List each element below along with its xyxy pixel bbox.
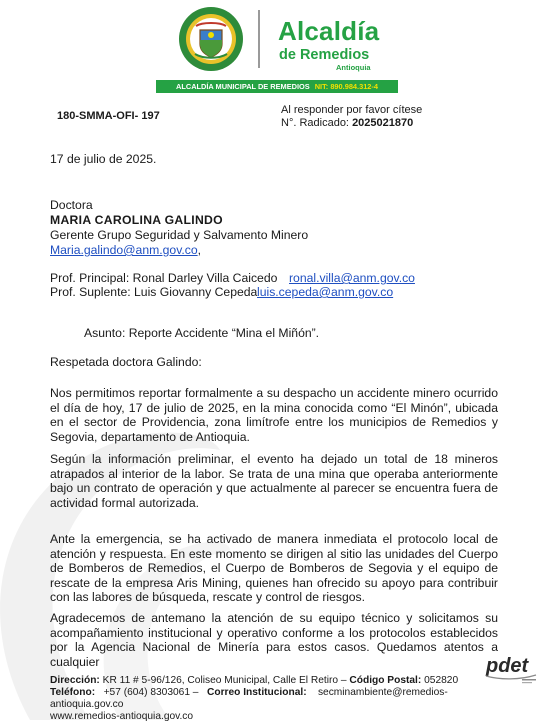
municipal-seal-logo — [178, 6, 244, 72]
letter-date: 17 de julio de 2025. — [50, 152, 157, 166]
footer-address-label: Dirección: — [50, 675, 100, 686]
pdet-logo — [482, 646, 540, 686]
radicado-label: N°. Radicado: — [281, 117, 349, 129]
recipient-email-link[interactable]: Maria.galindo@anm.gov.co — [50, 243, 198, 257]
header-banner — [156, 80, 398, 93]
brand-region: Antioquia — [336, 63, 371, 72]
footer-email-cont: antioquia.gov.co — [50, 699, 124, 710]
footer-address — [50, 675, 458, 687]
recipient-role: Gerente Grupo Seguridad y Salvamento Minero — [50, 228, 309, 242]
footer-email-label: Correo Institucional: — [206, 687, 307, 698]
prof-suplente-email-link[interactable]: luis.cepeda@anm.gov.co — [257, 285, 394, 299]
footer-phone — [50, 687, 448, 699]
body-paragraph: Nos permitimos reportar formalmente a su despacho un accidente minero ocurrido el día de hoy, 17 de julio de 2025, en la mina conocida como “El Minón”, ubicada en el sector de Providencia, zona limítrofe entre los municipios de Remedios y Segovia, departamento de Antioquia. — [50, 386, 498, 444]
radicado-line — [281, 117, 422, 130]
recipient-title: Doctora — [50, 198, 93, 212]
footer-email-value: secminambiente@remedios- — [317, 687, 448, 698]
banner-nit: NIT: 890.984.312-4 — [314, 82, 378, 91]
body-paragraph: Ante la emergencia, se ha activado de manera inmediata el protocolo local de atención y respuesta. En este momento se dirigen al sitio las unidades del Cuerpo de Bomberos de Remedios, el Cuerpo de Bomberos de Segovia y el equipo de rescate de la empresa Aris Mining, quienes han ofrecido su apoyo para contribuir con las labores de búsqueda, rescate y control de riesgos. — [50, 532, 498, 605]
letter-salutation: Respetada doctora Galindo: — [50, 355, 202, 369]
recipient-email-suffix: , — [197, 243, 202, 257]
recipient-email-line — [50, 243, 201, 258]
prof-principal-email-link[interactable]: ronal.villa@anm.gov.co — [289, 271, 415, 285]
footer-postal-value: 052820 — [424, 675, 459, 686]
reply-note — [281, 104, 422, 130]
prof-suplente: Prof. Suplente: Luis Giovanny Cepeda — [50, 285, 258, 299]
prof-principal: Prof. Principal: Ronal Darley Villa Caicedo — [50, 271, 278, 285]
brand-title: Alcaldía — [278, 16, 380, 46]
recipient-name: MARIA CAROLINA GALINDO — [50, 213, 223, 227]
body-paragraph: Según la información preliminar, el evento ha dejado un total de 18 mineros atrapados al interior de la labor. Se trata de una mina que operaba anteriormente bajo un contrato de operación y que actualmente al parecer se encuentra fuera de actividad formal autorizada. — [50, 452, 498, 510]
letter-subject: Asunto: Reporte Accidente “Mina el Miñón”. — [84, 326, 320, 340]
reply-note-text: Al responder por favor cítese — [281, 104, 423, 116]
banner-text: ALCALDÍA MUNICIPAL DE REMEDIOS — [176, 82, 310, 91]
footer-postal-label: Código Postal: — [349, 675, 422, 686]
brand-subtitle: de Remedios — [279, 47, 370, 63]
document-reference: 180-SMMA-OFI- 197 — [57, 110, 160, 122]
footer-address-value: KR 11 # 5-96/126, Coliseo Municipal, Calle El Retiro – — [102, 675, 347, 686]
body-paragraph: Agradecemos de antemano la atención de su equipo técnico y solicitamos su acompañamiento institucional y operativo conforme a los protocolos establecidos por la Agencia Nacional de Minería para estos casos. Quedamos atentos a cualquier — [50, 611, 498, 669]
footer-phone-value: +57 (604) 8303061 – — [103, 687, 199, 698]
radicado-number: 2025021870 — [352, 117, 414, 129]
pdet-logo-text: pdet — [486, 655, 529, 677]
footer-phone-label: Teléfono: — [50, 687, 96, 698]
header-divider — [258, 10, 260, 68]
footer-website: www.remedios-antioquia.gov.co — [50, 711, 194, 722]
